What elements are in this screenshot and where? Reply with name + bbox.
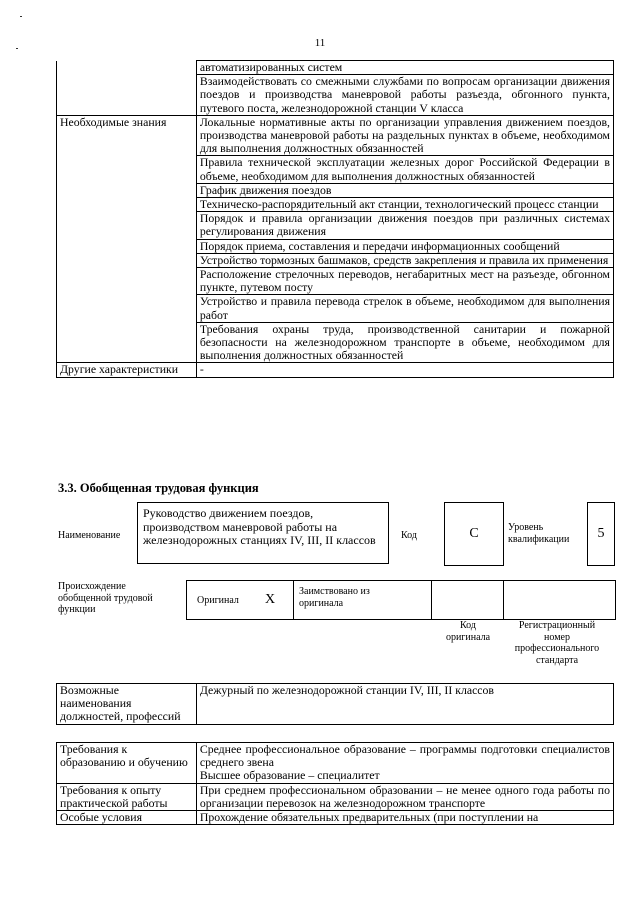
skills-row [57, 268, 614, 295]
skills-row-value: Расположение стрелочных переводов, негабаритных мест на разъезде, обгонном пункте, путевом посту [196, 268, 613, 295]
requirements-table [56, 742, 614, 825]
skills-row [57, 198, 614, 212]
skills-row [57, 183, 614, 197]
skills-row-value: автоматизированных систем [196, 61, 613, 75]
req-row-label: Особые условия [57, 811, 197, 825]
skills-row-value: Порядок и правила организации движения поездов при различных системах регулирования движения [196, 212, 613, 239]
origin-box [186, 580, 616, 620]
skills-row-label [57, 198, 197, 212]
skills-row [57, 322, 614, 363]
req-row-label: Требования к опыту практической работы [57, 783, 197, 810]
skills-row-label [57, 253, 197, 267]
req-row [57, 743, 614, 784]
skills-row-label: Другие характеристики [57, 363, 197, 377]
skills-row [57, 212, 614, 239]
skills-row [57, 253, 614, 267]
origin-divider-1 [293, 581, 294, 619]
code-value: C [469, 526, 479, 541]
skills-knowledge-table [56, 60, 614, 378]
level-box [587, 502, 615, 566]
skills-row [57, 75, 614, 116]
name-value-box [137, 502, 389, 564]
skills-row [57, 61, 614, 75]
skills-row-value: Локальные нормативные акты по организации управления движением поездов, производства маневровой работы на раздельных пунктах в объеме, необходимом для выполнения должностных обязанностей [196, 115, 613, 156]
level-value: 5 [597, 526, 605, 541]
positions-label: Возможные наименования должностей, профессий [57, 684, 197, 725]
skills-row-value: Взаимодействовать со смежными службами по вопросам организации движения поездов и производства маневровой работы разъезда, обгонного пункта, путевого поста, железнодорожной станции V класса [196, 75, 613, 116]
req-row-label: Требования к образованию и обучению [57, 743, 197, 784]
skills-row-value: Правила технической эксплуатации железных дорог Российской Федерации в объеме, необходимом для выполнения должностных обязанностей [196, 156, 613, 183]
req-row-value: Среднее профессиональное образование – программы подготовки специалистов среднего звена Высшее образование – специалитет [196, 743, 613, 784]
original-mark: X [265, 592, 276, 607]
skills-row-label [57, 239, 197, 253]
code-box [444, 502, 504, 566]
skills-row-label [57, 156, 197, 183]
origin-divider-3 [503, 581, 504, 619]
req-row [57, 811, 614, 825]
skills-row-value: Порядок приема, составления и передачи информационных сообщений [196, 239, 613, 253]
skills-row-value: График движения поездов [196, 183, 613, 197]
skills-row-label [57, 322, 197, 363]
origin-divider-2 [431, 581, 432, 619]
skills-row [57, 363, 614, 377]
positions-row [57, 684, 614, 725]
skills-row [57, 115, 614, 156]
skills-row-value: Техническо-распорядительный акт станции, технологический процесс станции [196, 198, 613, 212]
skills-row [57, 156, 614, 183]
reg-number-caption: Регистрационный номер профессионального стандарта [514, 620, 600, 666]
name-label: Наименование [58, 530, 121, 541]
skills-row [57, 239, 614, 253]
skills-row-value: Устройство и правила перевода стрелок в объеме, необходимом для выполнения работ [196, 295, 613, 322]
skills-row-label: Необходимые знания [57, 115, 197, 156]
level-label: Уровень квалификации [508, 522, 570, 545]
skills-row-label [57, 268, 197, 295]
code-original-caption: Код оригинала [445, 620, 491, 643]
page-number: 11 [314, 37, 326, 49]
skills-row-label [57, 183, 197, 197]
req-row-value: Прохождение обязательных предварительных (при поступлении на [196, 811, 613, 825]
skills-row-label [57, 75, 197, 116]
section-title: 3.3. Обобщенная трудовая функция [58, 481, 259, 495]
scan-mark-top [20, 16, 22, 17]
skills-row-label [57, 212, 197, 239]
skills-row-value: Требования охраны труда, производственной санитарии и пожарной безопасности на железнодорожном транспорте в объеме, необходимом для выполнения должностных обязанностей [196, 322, 613, 363]
original-label: Оригинал [197, 595, 239, 606]
skills-row-label [57, 61, 197, 75]
positions-value: Дежурный по железнодорожной станции IV, III, II классов [196, 684, 613, 725]
skills-row [57, 295, 614, 322]
req-row [57, 783, 614, 810]
code-label: Код [401, 530, 417, 541]
borrowed-label: Заимствовано из оригинала [299, 586, 370, 609]
origin-label: Происхождение обобщенной трудовой функции [58, 581, 153, 615]
skills-row-label [57, 295, 197, 322]
skills-row-value: - [196, 363, 613, 377]
req-row-value: При среднем профессиональном образовании – не менее одного года работы по организации перевозок на железнодорожном транспорте [196, 783, 613, 810]
name-value: Руководство движением поездов, производством маневровой работы на железнодорожных станциях IV, III, II классов [143, 506, 376, 547]
skills-row-value: Устройство тормозных башмаков, средств закрепления и правила их применения [196, 253, 613, 267]
positions-table [56, 683, 614, 725]
